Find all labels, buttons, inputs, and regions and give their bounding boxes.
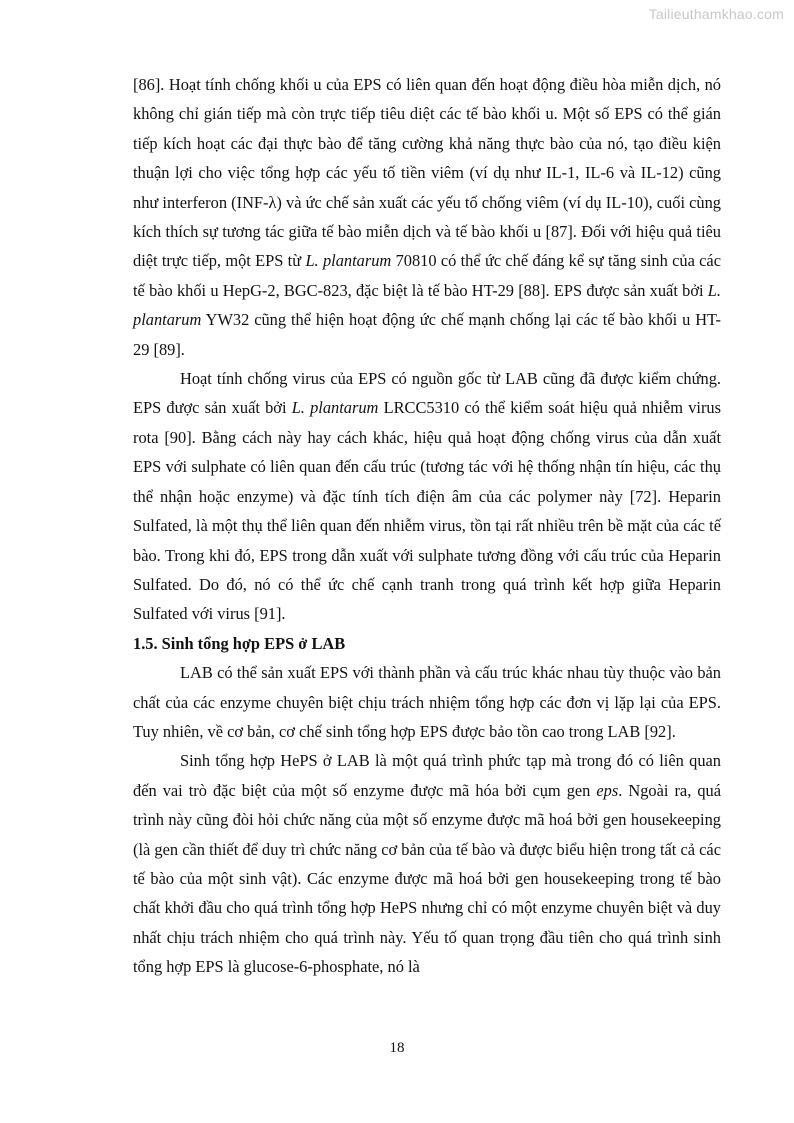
text-run: LRCC5310 có thể kiểm soát hiệu quả nhiễm virus rota [90]. Bằng cách này hay cách khác, hiệu quả hoạt động chống virus của dẫn xuất EPS với sulphate có liên quan đến cấu trúc (tương tác với hệ thống nhận tín hiệu, các thụ thể nhận hoặc enzyme) và đặc tính tích điện âm của các polymer này [72]. Heparin Sulfated, là một thụ thể liên quan đến nhiễm virus, tồn tại rất nhiều trên bề mặt của các tế bào. Trong khi đó, EPS trong dẫn xuất với sulphate tương đồng với cấu trúc của Heparin Sulfated. Do đó, nó có thể ức chế cạnh tranh trong quá trình kết hợp giữa Heparin Sulfated với virus [91]. bbox=[133, 398, 721, 624]
text-run: . Ngoài ra, quá trình này cũng đòi hỏi chức năng của một số enzyme được mã hoá bởi gen housekeeping (là gen cần thiết để duy trì chức năng cơ bản của tế bào và được biểu hiện trong tất cả các tế bào của một sinh vật). Các enzyme được mã hoá bởi gen housekeeping trong tế bào chất khởi đầu cho quá trình tổng hợp HePS nhưng chỉ có một enzyme chuyên biệt và duy nhất chịu trách nhiệm cho quá trình này. Yếu tố quan trọng đầu tiên cho quá trình sinh tổng hợp EPS là glucose-6-phosphate, nó là bbox=[133, 780, 721, 977]
text-run: YW32 cũng thể hiện hoạt động ức chế mạnh chống lại các tế bào khối u HT-29 [89]. bbox=[133, 310, 721, 359]
paragraph-antitumor bbox=[133, 70, 721, 364]
watermark: Tailieuthamkhao.com bbox=[648, 6, 784, 22]
paragraph-heps-synthesis bbox=[133, 746, 721, 981]
page-number: 18 bbox=[389, 1040, 405, 1056]
species-name: L. plantarum bbox=[291, 398, 379, 418]
gene-name: eps bbox=[596, 780, 619, 800]
document-body bbox=[133, 70, 721, 982]
species-name: L. plantarum bbox=[305, 251, 392, 271]
species-name: L. plantarum bbox=[133, 280, 721, 330]
text-run: [86]. Hoạt tính chống khối u của EPS có liên quan đến hoạt động điều hòa miễn dịch, nó không chỉ gián tiếp mà còn trực tiếp tiêu diệt các tế bào khối u. Một số EPS có thể gián tiếp kích hoạt các đại thực bào để tăng cường khả năng thực bào của nó, tạo điều kiện thuận lợi cho việc tổng hợp các yếu tố tiền viêm (ví dụ như IL-1, IL-6 và IL-12) cũng như interferon (INF-λ) và ức chế sản xuất các yếu tố chống viêm (ví dụ IL-10), cuối cùng kích thích sự tương tác giữa tế bào miễn dịch và tế bào khối u [87]. Đối với hiệu quả tiêu diệt trực tiếp, một EPS từ bbox=[133, 75, 721, 271]
paragraph-antiviral bbox=[133, 364, 721, 629]
paragraph-lab-eps: LAB có thể sản xuất EPS với thành phần và cấu trúc khác nhau tùy thuộc vào bản chất của các enzyme chuyên biệt chịu trách nhiệm tổng hợp các đơn vị lặp lại của EPS. Tuy nhiên, về cơ bản, cơ chế sinh tổng hợp EPS được bảo tồn cao trong LAB [92]. bbox=[133, 663, 721, 741]
text-run: 70810 có thể ức chế đáng kể sự tăng sinh của các tế bào khối u HepG-2, BGC-823, đặc biệt là tế bào HT-29 [88]. EPS được sản xuất bởi bbox=[133, 251, 721, 300]
text-run: Sinh tổng hợp HePS ở LAB là một quá trình phức tạp mà trong đó có liên quan đến vai trò đặc biệt của một số enzyme được mã hóa bởi cụm gen bbox=[133, 751, 721, 800]
section-heading: 1.5. Sinh tổng hợp EPS ở LAB bbox=[133, 633, 346, 653]
text-run: Hoạt tính chống virus của EPS có nguồn gốc từ LAB cũng đã được kiểm chứng. EPS được sản xuất bởi bbox=[133, 369, 721, 418]
